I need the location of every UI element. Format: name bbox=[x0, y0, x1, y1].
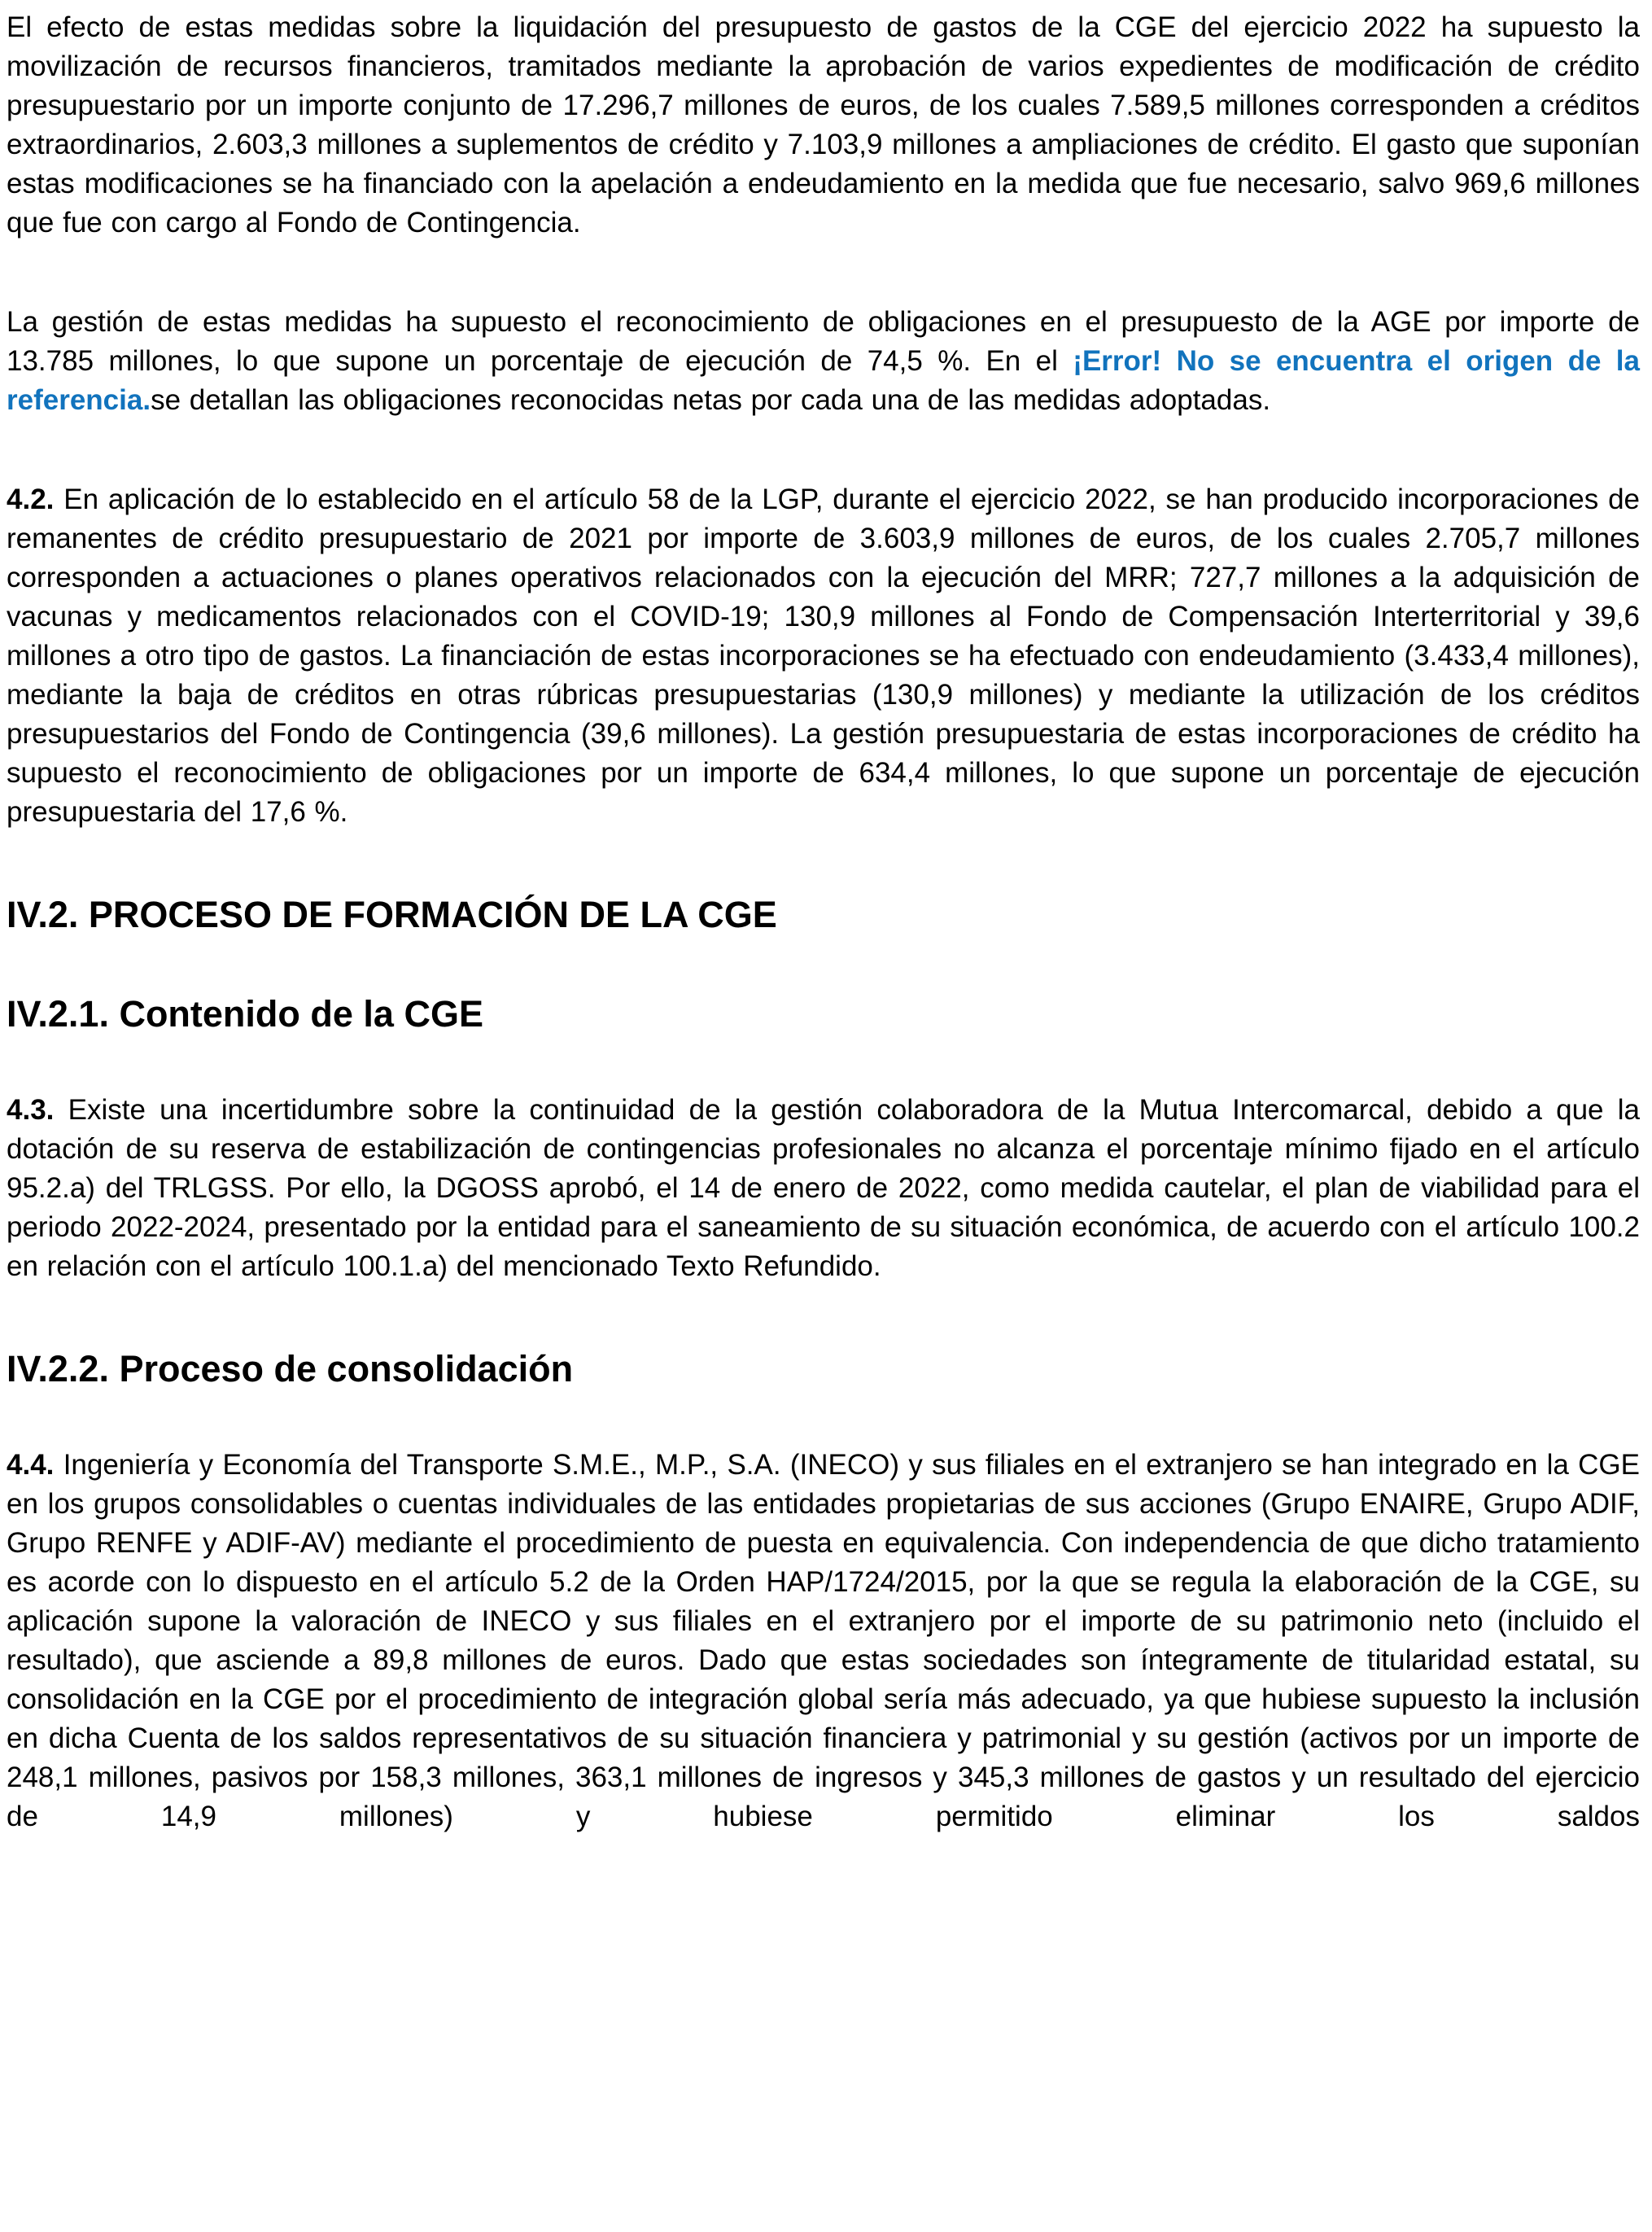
paragraph-text: La gestión de estas medidas ha supuesto el reconocimiento de obligaciones en el presupuesto de la AGE por importe de 13.785 millones, lo que supone un porcentaje de ejecución de 74,5 %. En el bbox=[7, 306, 1640, 377]
paragraph-number: 4.2. bbox=[7, 484, 55, 515]
paragraph-4-2 bbox=[7, 480, 1640, 832]
paragraph-text: En aplicación de lo establecido en el artículo 58 de la LGP, durante el ejercicio 2022, se han producido incorporaciones de remanentes de crédito presupuestario de 2021 por importe de 3.603,9 millones de euros, de los cuales 2.705,7 millones corresponden a actuaciones o planes operativos relacionados con la ejecución del MRR; 727,7 millones a la adquisición de vacunas y medicamentos relacionados con el COVID-19; 130,9 millones al Fondo de Compensación Interterritorial y 39,6 millones a otro tipo de gastos. La financiación de estas incorporaciones se ha efectuado con endeudamiento (3.433,4 millones), mediante la baja de créditos en otras rúbricas presupuestarias (130,9 millones) y mediante la utilización de los créditos presupuestarios del Fondo de Contingencia (39,6 millones). La gestión presupuestaria de estas incorporaciones de crédito ha supuesto el reconocimiento de obligaciones por un importe de 634,4 millones, lo que supone un porcentaje de ejecución presupuestaria del 17,6 %. bbox=[7, 484, 1640, 828]
paragraph-text: se detallan las obligaciones reconocidas netas por cada una de las medidas adoptadas. bbox=[151, 384, 1271, 416]
paragraph-4-3 bbox=[7, 1091, 1640, 1286]
paragraph-text: Existe una incertidumbre sobre la continuidad de la gestión colaboradora de la Mutua Intercomarcal, debido a que la dotación de su reserva de estabilización de contingencias profesionales no alcanza el porcentaje mínimo fijado en el artículo 95.2.a) del TRLGSS. Por ello, la DGOSS aprobó, el 14 de enero de 2022, como medida cautelar, el plan de viabilidad para el periodo 2022-2024, presentado por la entidad para el saneamiento de su situación económica, de acuerdo con el artículo 100.2 en relación con el artículo 100.1.a) del mencionado Texto Refundido. bbox=[7, 1094, 1640, 1282]
paragraph-number: 4.4. bbox=[7, 1449, 55, 1481]
subsection-heading-iv22: IV.2.2. Proceso de consolidación bbox=[7, 1348, 574, 1390]
paragraph-text: Ingeniería y Economía del Transporte S.M.E., M.P., S.A. (INECO) y sus filiales en el extranjero se han integrado en la CGE en los grupos consolidables o cuentas individuales de las entidades propietarias de sus acciones (Grupo ENAIRE, Grupo ADIF, Grupo RENFE y ADIF-AV) mediante el procedimiento de puesta en equivalencia. Con independencia de que dicho tratamiento es acorde con lo dispuesto en el artículo 5.2 de la Orden HAP/1724/2015, por la que se regula la elaboración de la CGE, su aplicación supone la valoración de INECO y sus filiales en el extranjero por el importe de su patrimonio neto (incluido el resultado), que asciende a 89,8 millones de euros. Dado que estas sociedades son íntegramente de titularidad estatal, su consolidación en la CGE por el procedimiento de integración global sería más adecuado, ya que hubiese supuesto la inclusión en dicha Cuenta de los saldos representativos de su situación financiera y patrimonial y su gestión (activos por un importe de 248,1 millones, pasivos por 158,3 millones, 363,1 millones de ingresos y 345,3 millones de gastos y un resultado del ejercicio de 14,9 millones) y hubiese permitido eliminar los saldos bbox=[7, 1449, 1640, 1832]
subsection-heading-iv21: IV.2.1. Contenido de la CGE bbox=[7, 993, 483, 1035]
paragraph-number: 4.3. bbox=[7, 1094, 55, 1126]
section-heading-iv2: IV.2. PROCESO DE FORMACIÓN DE LA CGE bbox=[7, 894, 777, 935]
paragraph-management-of-measures bbox=[7, 303, 1640, 420]
paragraph-4-4 bbox=[7, 1446, 1640, 1836]
broken-reference-text: ¡Error! No se encuentra el origen de la referencia. bbox=[7, 345, 1640, 416]
paragraph-text: El efecto de estas medidas sobre la liquidación del presupuesto de gastos de la CGE del ejercicio 2022 ha supuesto la movilización de recursos financieros, tramitados mediante la aprobación de varios expedientes de modificación de crédito presupuestario por un importe conjunto de 17.296,7 millones de euros, de los cuales 7.589,5 millones corresponden a créditos extraordinarios, 2.603,3 millones a suplementos de crédito y 7.103,9 millones a ampliaciones de crédito. El gasto que suponían estas modificaciones se ha financiado con la apelación a endeudamiento en la medida que fue necesario, salvo 969,6 millones que fue con cargo al Fondo de Contingencia. bbox=[7, 11, 1640, 239]
paragraph-effect-of-measures bbox=[7, 8, 1640, 243]
